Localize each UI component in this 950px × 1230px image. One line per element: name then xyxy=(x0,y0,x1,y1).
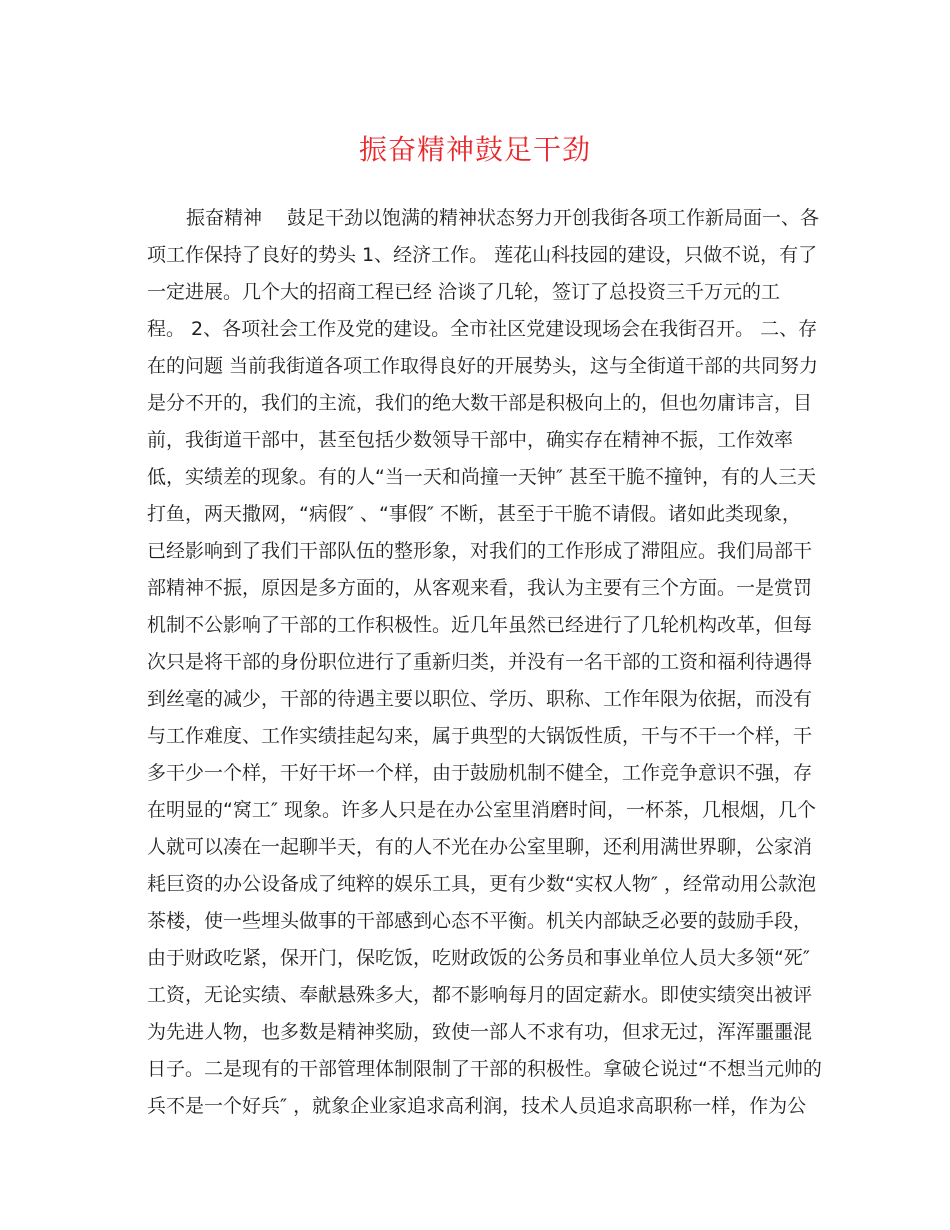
body-line: 茶楼，使一些埋头做事的干部感到心态不平衡。机关内部缺乏必要的鼓励手段， xyxy=(147,910,813,932)
body-line: 振奋精神 鼓足干劲以饱满的精神状态努力开创我街各项工作新局面一、各 xyxy=(186,207,820,229)
body-line: 部精神不振，原因是多方面的，从客观来看，我认为主要有三个方面。一是赏罚 xyxy=(147,577,813,599)
body-line: 一定进展。几个大的招商工程已经 洽谈了几轮，签订了总投资三千万元的工 xyxy=(147,281,781,303)
body-line: 打鱼，两天撒网，“病假″ 、“事假″ 不断，甚至于干脆不请假。诸如此类现象， xyxy=(147,503,801,525)
body-line: 机制不公影响了干部的工作积极性。近几年虽然已经进行了几轮机构改革，但每 xyxy=(147,614,813,636)
body-line: 耗巨资的办公设备成了纯粹的娱乐工具，更有少数“实权人物″ ，经常动用公款泡 xyxy=(147,873,816,895)
body-line: 在明显的“窝工″ 现象。许多人只是在办公室里消磨时间，一杯茶，几根烟，几个 xyxy=(147,799,816,821)
body-line: 前，我街道干部中，甚至包括少数领导干部中，确实存在精神不振，工作效率 xyxy=(147,429,794,451)
body-line: 日子。二是现有的干部管理体制限制了干部的积极性。拿破仑说过“不想当元帅的 xyxy=(147,1058,822,1080)
body-line: 程。 2、各项社会工作及党的建设。全市社区党建设现场会在我街召开。 二、存 xyxy=(147,318,818,340)
body-line: 在的问题 当前我街道各项工作取得良好的开展势头，这与全街道干部的共同努力 xyxy=(147,355,819,377)
document-title: 振奋精神鼓足干劲 xyxy=(358,133,591,166)
body-line: 为先进人物，也多数是精神奖励，致使一部人不求有功，但求无过，浑浑噩噩混 xyxy=(147,1021,813,1043)
body-line: 低，实绩差的现象。有的人“当一天和尚撞一天钟″ 甚至干脆不撞钟，有的人三天 xyxy=(147,466,816,488)
body-line: 兵不是一个好兵″ ，就象企业家追求高利润，技术人员追求高职称一样，作为公 xyxy=(147,1095,807,1117)
body-line: 工资，无论实绩、奉献悬殊多大，都不影响每月的固定薪水。即使实绩突出被评 xyxy=(147,984,813,1006)
body-line: 多干少一个样，干好干坏一个样，由于鼓励机制不健全，工作竞争意识不强，存 xyxy=(147,762,813,784)
body-line: 项工作保持了良好的势头 1、经济工作。 莲花山科技园的建设，只做不说，有了 xyxy=(147,244,818,266)
body-line: 已经影响到了我们干部队伍的整形象，对我们的工作形成了滞阻应。我们局部干 xyxy=(147,540,813,562)
body-line: 人就可以凑在一起聊半天，有的人不光在办公室里聊，还利用满世界聊，公家消 xyxy=(147,836,813,858)
body-line: 由于财政吃紧，保开门，保吃饭，吃财政饭的公务员和事业单位人员大多领“死″ xyxy=(147,947,810,969)
body-line: 到丝毫的减少，干部的待遇主要以职位、学历、职称、工作年限为依据，而没有 xyxy=(147,688,813,710)
body-line: 次只是将干部的身份职位进行了重新归类，并没有一名干部的工资和福利待遇得 xyxy=(147,651,813,673)
body-line: 与工作难度、工作实绩挂起勾来，属于典型的大锅饭性质，干与不干一个样，干 xyxy=(147,725,813,747)
body-line: 是分不开的，我们的主流，我们的绝大数干部是积极向上的，但也勿庸讳言，目 xyxy=(147,392,813,414)
